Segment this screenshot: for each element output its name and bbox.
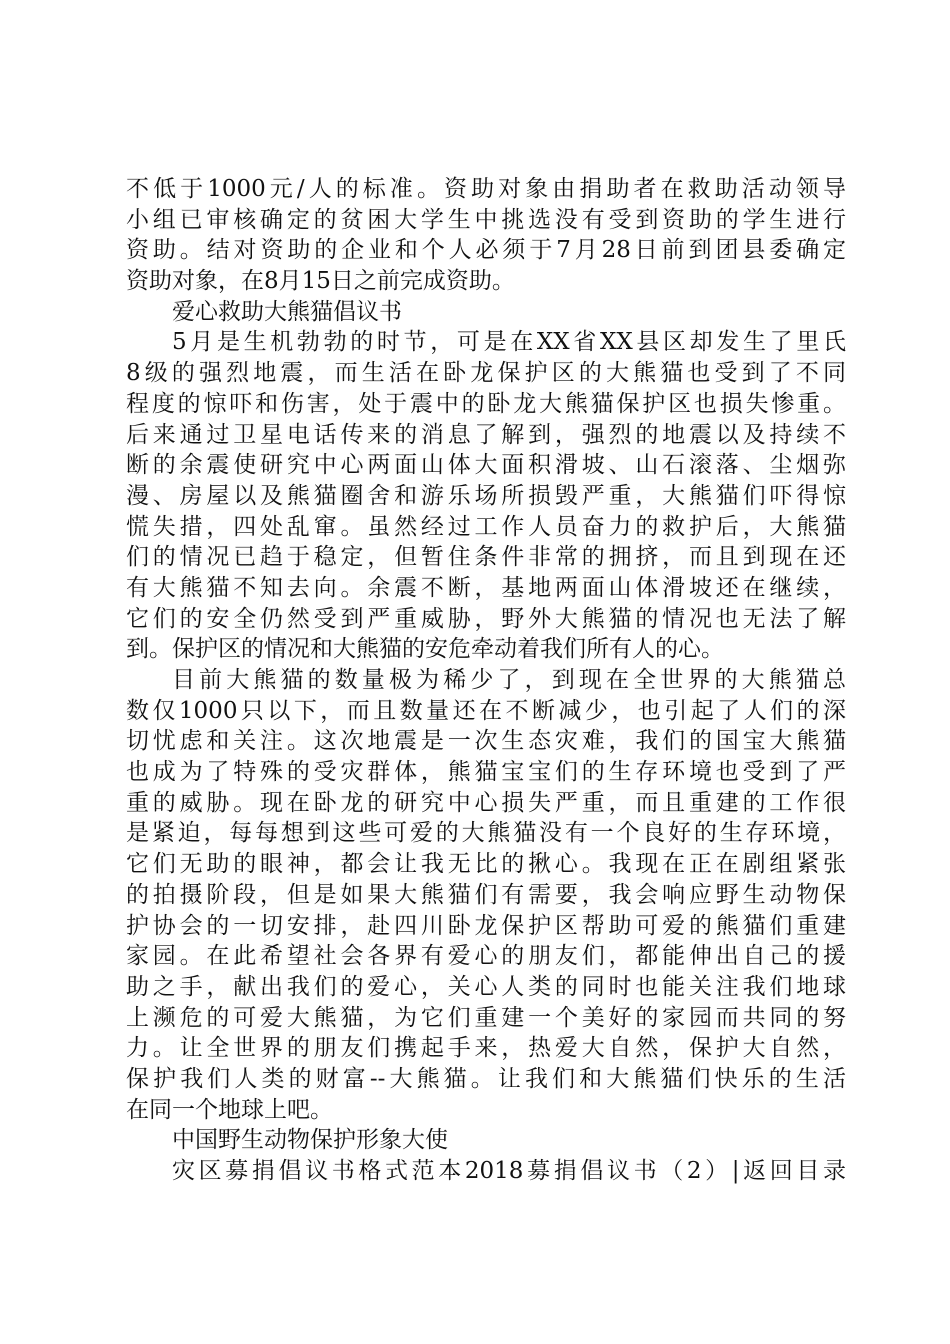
text-line: 重的威胁。现在卧龙的研究中心损失严重，而且重建的工作很	[126, 789, 846, 816]
text-line: 在同一个地球上吧。	[126, 1096, 333, 1123]
text-line: 后来通过卫星电话传来的消息了解到，强烈的地震以及持续不	[126, 421, 846, 448]
text-line: 慌失措，四处乱窜。虽然经过工作人员奋力的救护后，大熊猫	[126, 513, 846, 540]
text-line: 它们无助的眼神，都会让我无比的揪心。我现在正在剧组紧张	[126, 851, 846, 878]
text-line: 保护我们人类的财富--大熊猫。让我们和大熊猫们快乐的生活	[126, 1065, 846, 1092]
text-line: 5月是生机勃勃的时节，可是在XX省XX县区却发生了里氏	[172, 329, 846, 356]
text-line: 也成为了特殊的受灾群体，熊猫宝宝们的生存环境也受到了严	[126, 759, 846, 786]
text-line: 到。保护区的情况和大熊猫的安危牵动着我们所有人的心。	[126, 636, 724, 663]
text-line: 小组已审核确定的贫困大学生中挑选没有受到资助的学生进行	[126, 206, 846, 233]
text-line: 漫、房屋以及熊猫圈舍和游乐场所损毁严重，大熊猫们吓得惊	[126, 482, 846, 509]
text-line: 家园。在此希望社会各界有爱心的朋友们，都能伸出自己的援	[126, 943, 846, 970]
text-line: 力。让全世界的朋友们携起手来，热爱大自然，保护大自然，	[126, 1035, 846, 1062]
text-line: 有大熊猫不知去向。余震不断，基地两面山体滑坡还在继续，	[126, 574, 846, 601]
document-body	[126, 174, 846, 1187]
text-line: 目前大熊猫的数量极为稀少了，到现在全世界的大熊猫总	[172, 667, 846, 693]
text-line: 8级的强烈地震，而生活在卧龙保护区的大熊猫也受到了不同	[126, 360, 846, 387]
text-line: 资助对象，在8月15日之前完成资助。	[126, 268, 515, 295]
text-line: 断的余震使研究中心两面山体大面积滑坡、山石滚落、尘烟弥	[126, 452, 846, 479]
text-line: 中国野生动物保护形象大使	[172, 1127, 448, 1154]
text-line: 切忧虑和关注。这次地震是一次生态灾难，我们的国宝大熊猫	[126, 728, 846, 755]
text-line: 它们的安全仍然受到严重威胁，野外大熊猫的情况也无法了解	[126, 605, 846, 632]
text-line: 数仅1000只以下，而且数量还在不断减少，也引起了人们的深	[126, 697, 846, 724]
text-line: 们的情况已趋于稳定，但暂住条件非常的拥挤，而且到现在还	[126, 544, 846, 571]
text-line: 助之手，献出我们的爱心，关心人类的同时也能关注我们地球	[126, 973, 846, 1000]
text-line: 爱心救助大熊猫倡议书	[172, 298, 402, 325]
text-line: 资助。结对资助的企业和个人必须于7月28日前到团县委确定	[126, 237, 846, 264]
text-line: 灾区募捐倡议书格式范本2018募捐倡议书（2）|返回目录	[172, 1158, 846, 1184]
text-line: 护协会的一切安排，赴四川卧龙保护区帮助可爱的熊猫们重建	[126, 912, 846, 939]
text-line: 上濒危的可爱大熊猫，为它们重建一个美好的家园而共同的努	[126, 1004, 846, 1031]
text-line: 的拍摄阶段，但是如果大熊猫们有需要，我会响应野生动物保	[126, 881, 846, 908]
text-line: 是紧迫，每每想到这些可爱的大熊猫没有一个良好的生存环境，	[126, 820, 846, 847]
text-line: 程度的惊吓和伤害，处于震中的卧龙大熊猫保护区也损失惨重。	[126, 390, 846, 417]
text-line: 不低于1000元/人的标准。资助对象由捐助者在救助活动领导	[126, 176, 846, 202]
